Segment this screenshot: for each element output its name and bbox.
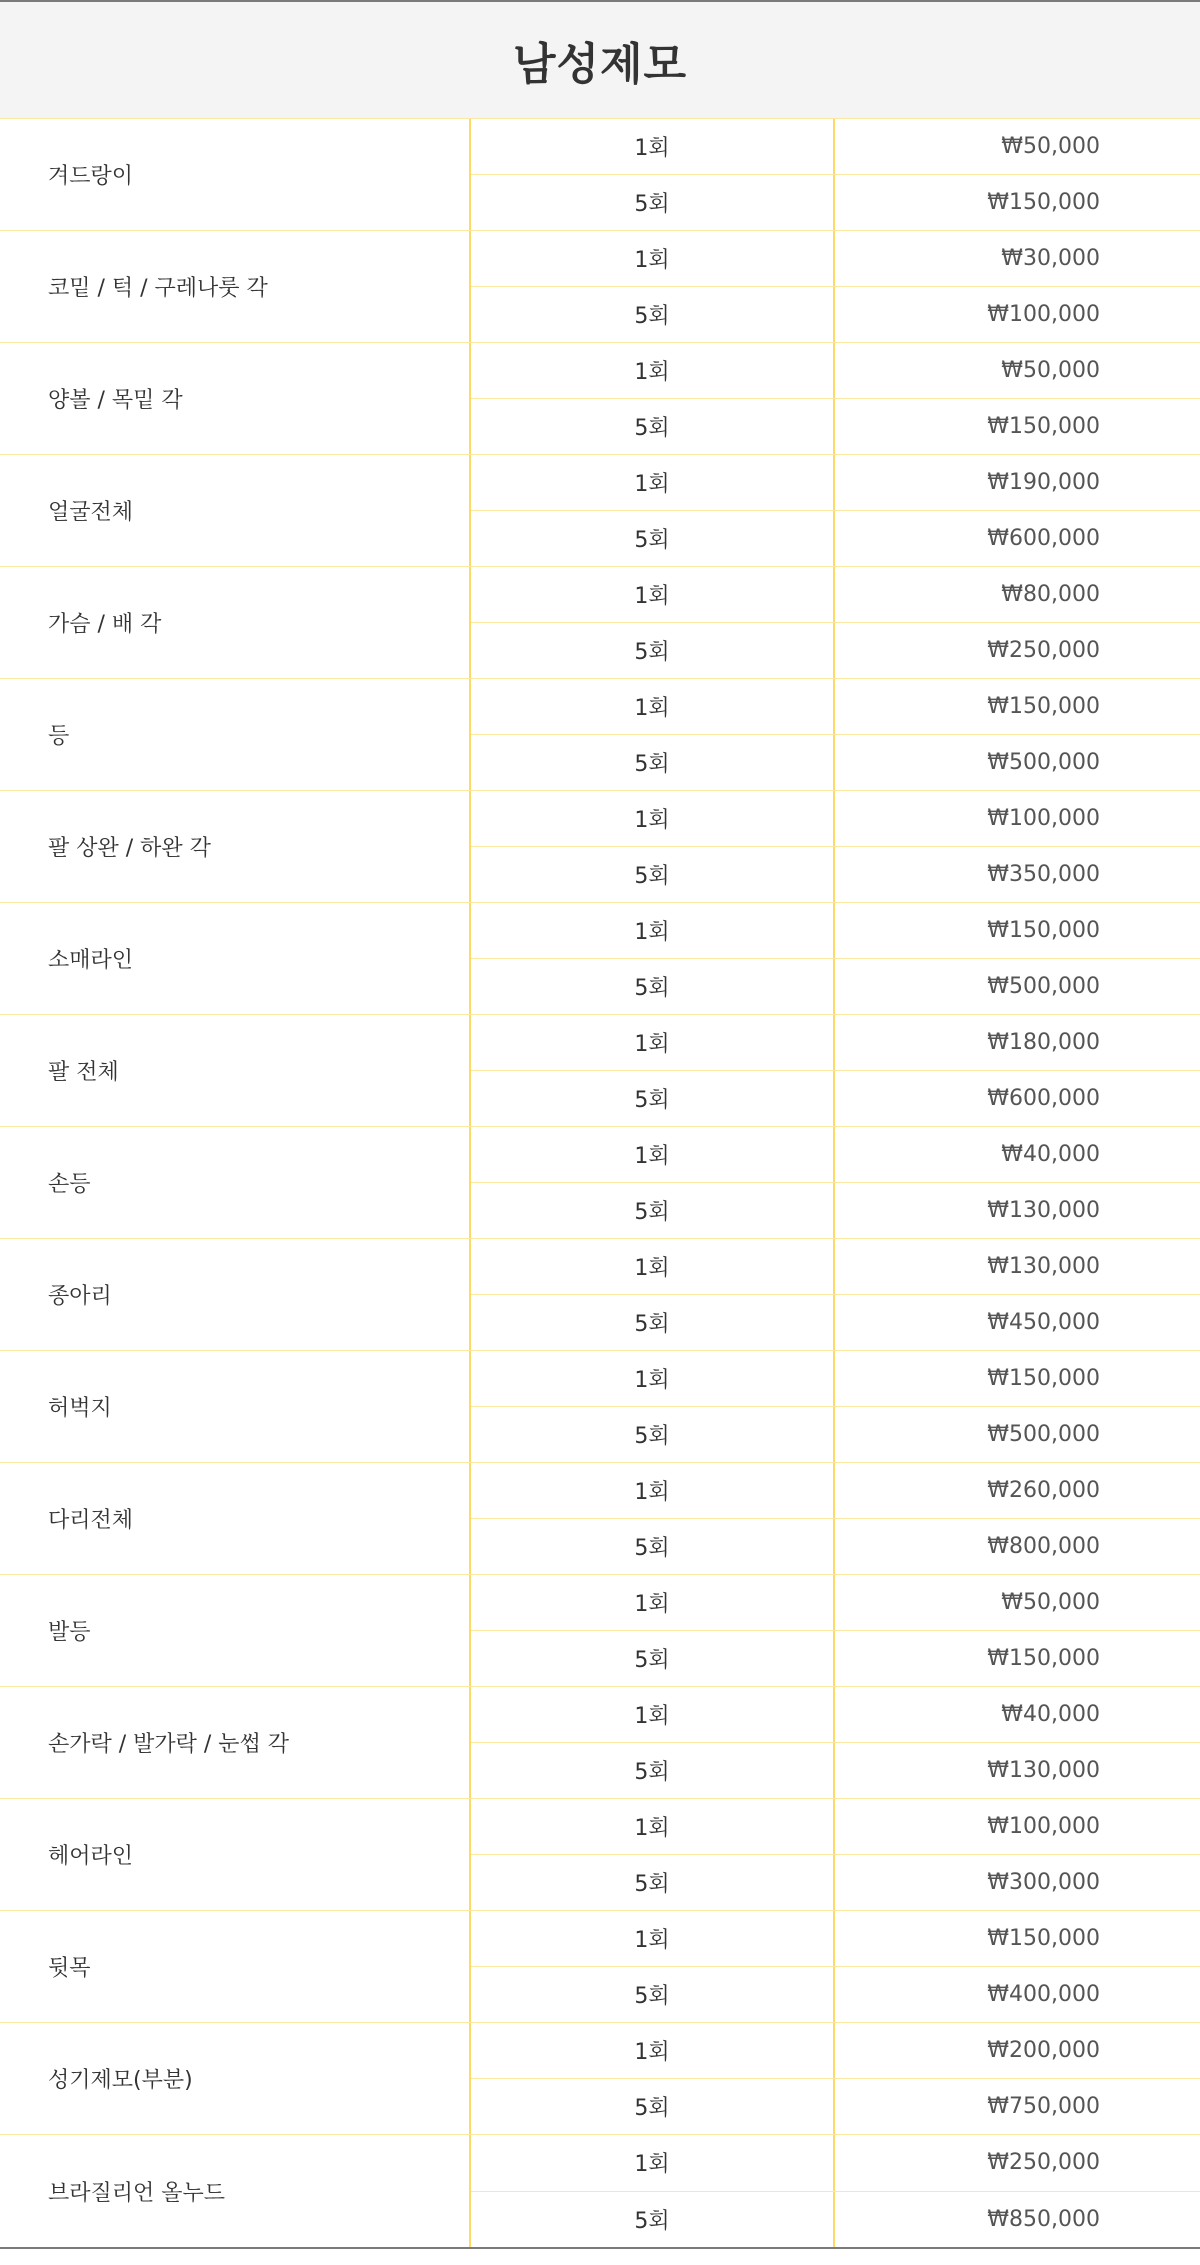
session-count: 1회	[634, 1592, 670, 1617]
option-row	[471, 1575, 1200, 1630]
session-count: 5회	[634, 1536, 670, 1561]
session-count: 1회	[634, 1144, 670, 1169]
item-name: 브라질리언 올누드	[48, 2180, 226, 2206]
item-options	[469, 455, 1200, 566]
session-count: 1회	[634, 1816, 670, 1841]
price-value: ₩150,000	[833, 903, 1200, 958]
price-value: ₩350,000	[833, 847, 1200, 902]
option-row	[471, 174, 1200, 230]
item-name: 허벅지	[48, 1396, 112, 1421]
table-row	[0, 791, 1200, 903]
option-row	[471, 1351, 1200, 1406]
table-row	[0, 231, 1200, 343]
session-count: 5회	[634, 416, 670, 441]
item-name: 손등	[48, 1172, 91, 1197]
session-count: 1회	[634, 1480, 670, 1505]
session-count: 1회	[634, 136, 670, 161]
price-value: ₩150,000	[833, 1351, 1200, 1406]
table-row	[0, 1799, 1200, 1911]
option-row	[471, 1406, 1200, 1462]
item-name: 뒷목	[48, 1956, 91, 1981]
price-value: ₩500,000	[833, 735, 1200, 790]
table-row	[0, 119, 1200, 231]
item-name: 종아리	[48, 1284, 112, 1309]
table-row	[0, 903, 1200, 1015]
option-row	[471, 903, 1200, 958]
item-name: 팔 전체	[48, 1060, 119, 1085]
option-row	[471, 958, 1200, 1014]
item-name: 성기제모(부분)	[48, 2068, 193, 2093]
price-value: ₩80,000	[833, 567, 1200, 622]
table-row	[0, 1015, 1200, 1127]
price-value: ₩30,000	[833, 231, 1200, 286]
table-row	[0, 1463, 1200, 1575]
item-options	[469, 1015, 1200, 1126]
table-row	[0, 2023, 1200, 2135]
table-row	[0, 1127, 1200, 1239]
price-value: ₩850,000	[833, 2192, 1200, 2248]
price-value: ₩130,000	[833, 1183, 1200, 1238]
table-row	[0, 567, 1200, 679]
item-options	[469, 791, 1200, 902]
price-value: ₩600,000	[833, 1071, 1200, 1126]
option-row	[471, 1742, 1200, 1798]
item-options	[469, 679, 1200, 790]
session-count: 5회	[634, 304, 670, 329]
price-value: ₩400,000	[833, 1967, 1200, 2022]
option-row	[471, 791, 1200, 846]
table-row	[0, 2135, 1200, 2247]
session-count: 5회	[634, 2208, 670, 2234]
item-name: 다리전체	[48, 1508, 134, 1533]
price-value: ₩300,000	[833, 1855, 1200, 1910]
price-value: ₩100,000	[833, 287, 1200, 342]
option-row	[471, 1127, 1200, 1182]
option-row	[471, 2078, 1200, 2134]
item-options	[469, 1351, 1200, 1462]
table-row	[0, 1575, 1200, 1687]
price-value: ₩200,000	[833, 2023, 1200, 2078]
item-options	[469, 1127, 1200, 1238]
session-count: 5회	[634, 1648, 670, 1673]
table-row	[0, 1239, 1200, 1351]
item-name: 얼굴전체	[48, 500, 134, 525]
item-options	[469, 2023, 1200, 2134]
table-row	[0, 1351, 1200, 1463]
option-row	[471, 1799, 1200, 1854]
option-row	[471, 2135, 1200, 2191]
item-options	[469, 1687, 1200, 1798]
price-value: ₩500,000	[833, 959, 1200, 1014]
item-name: 헤어라인	[48, 1844, 134, 1869]
session-count: 1회	[634, 920, 670, 945]
session-count: 5회	[634, 1760, 670, 1785]
item-options	[469, 1575, 1200, 1686]
session-count: 5회	[634, 1200, 670, 1225]
item-name: 코밑 / 턱 / 구레나룻 각	[48, 276, 268, 301]
table-body	[0, 119, 1200, 2247]
table-row	[0, 343, 1200, 455]
option-row	[471, 119, 1200, 174]
page-title: 남성제모	[512, 39, 687, 90]
table-row	[0, 1687, 1200, 1799]
price-value: ₩600,000	[833, 511, 1200, 566]
option-row	[471, 1182, 1200, 1238]
price-value: ₩150,000	[833, 399, 1200, 454]
item-options	[469, 903, 1200, 1014]
option-row	[471, 231, 1200, 286]
item-name: 양볼 / 목밑 각	[48, 388, 183, 413]
item-options	[469, 119, 1200, 230]
price-value: ₩500,000	[833, 1407, 1200, 1462]
option-row	[471, 398, 1200, 454]
table-row	[0, 679, 1200, 791]
item-options	[469, 567, 1200, 678]
session-count: 1회	[634, 696, 670, 721]
option-row	[471, 2191, 1200, 2248]
session-count: 5회	[634, 752, 670, 777]
option-row	[471, 679, 1200, 734]
option-row	[471, 1070, 1200, 1126]
price-value: ₩150,000	[833, 175, 1200, 230]
price-value: ₩50,000	[833, 119, 1200, 174]
session-count: 5회	[634, 976, 670, 1001]
option-row	[471, 1294, 1200, 1350]
session-count: 5회	[634, 1872, 670, 1897]
item-name: 팔 상완 / 하완 각	[48, 836, 211, 861]
item-options	[469, 1463, 1200, 1574]
session-count: 1회	[634, 584, 670, 609]
session-count: 1회	[634, 1256, 670, 1281]
item-name: 소매라인	[48, 948, 134, 973]
session-count: 1회	[634, 808, 670, 833]
item-options	[469, 343, 1200, 454]
session-count: 5회	[634, 1984, 670, 2009]
option-row	[471, 1518, 1200, 1574]
option-row	[471, 455, 1200, 510]
session-count: 1회	[634, 1032, 670, 1057]
price-value: ₩40,000	[833, 1127, 1200, 1182]
session-count: 1회	[634, 1704, 670, 1729]
price-value: ₩50,000	[833, 343, 1200, 398]
price-value: ₩50,000	[833, 1575, 1200, 1630]
session-count: 5회	[634, 864, 670, 889]
option-row	[471, 1854, 1200, 1910]
session-count: 5회	[634, 528, 670, 553]
option-row	[471, 510, 1200, 566]
session-count: 5회	[634, 640, 670, 665]
option-row	[471, 1966, 1200, 2022]
price-value: ₩180,000	[833, 1015, 1200, 1070]
option-row	[471, 1463, 1200, 1518]
price-value: ₩150,000	[833, 1631, 1200, 1686]
option-row	[471, 846, 1200, 902]
price-value: ₩750,000	[833, 2079, 1200, 2134]
price-value: ₩250,000	[833, 623, 1200, 678]
option-row	[471, 2023, 1200, 2078]
session-count: 1회	[634, 2040, 670, 2065]
table-row	[0, 1911, 1200, 2023]
price-value: ₩450,000	[833, 1295, 1200, 1350]
item-name: 등	[48, 724, 70, 749]
price-value: ₩250,000	[833, 2135, 1200, 2191]
price-value: ₩800,000	[833, 1519, 1200, 1574]
item-name: 가슴 / 배 각	[48, 612, 162, 637]
price-value: ₩100,000	[833, 1799, 1200, 1854]
price-value: ₩190,000	[833, 455, 1200, 510]
session-count: 1회	[634, 2152, 670, 2178]
option-row	[471, 1630, 1200, 1686]
option-row	[471, 734, 1200, 790]
price-value: ₩260,000	[833, 1463, 1200, 1518]
item-options	[469, 1239, 1200, 1350]
item-name: 발등	[48, 1620, 91, 1645]
option-row	[471, 1687, 1200, 1742]
session-count: 1회	[634, 472, 670, 497]
session-count: 1회	[634, 360, 670, 385]
item-options	[469, 1911, 1200, 2022]
option-row	[471, 622, 1200, 678]
price-value: ₩130,000	[833, 1239, 1200, 1294]
option-row	[471, 1015, 1200, 1070]
price-value: ₩150,000	[833, 679, 1200, 734]
session-count: 5회	[634, 1424, 670, 1449]
item-name: 손가락 / 발가락 / 눈썹 각	[48, 1732, 290, 1757]
session-count: 1회	[634, 1928, 670, 1953]
table-header	[0, 2, 1200, 119]
item-options	[469, 231, 1200, 342]
session-count: 5회	[634, 1088, 670, 1113]
option-row	[471, 567, 1200, 622]
price-value: ₩150,000	[833, 1911, 1200, 1966]
table-row	[0, 455, 1200, 567]
price-value: ₩130,000	[833, 1743, 1200, 1798]
session-count: 1회	[634, 248, 670, 273]
price-value: ₩40,000	[833, 1687, 1200, 1742]
option-row	[471, 343, 1200, 398]
option-row	[471, 286, 1200, 342]
item-options	[469, 2135, 1200, 2247]
option-row	[471, 1911, 1200, 1966]
price-value: ₩100,000	[833, 791, 1200, 846]
item-name: 겨드랑이	[48, 164, 134, 189]
session-count: 5회	[634, 192, 670, 217]
session-count: 5회	[634, 1312, 670, 1337]
session-count: 1회	[634, 1368, 670, 1393]
item-options	[469, 1799, 1200, 1910]
session-count: 5회	[634, 2096, 670, 2121]
option-row	[471, 1239, 1200, 1294]
